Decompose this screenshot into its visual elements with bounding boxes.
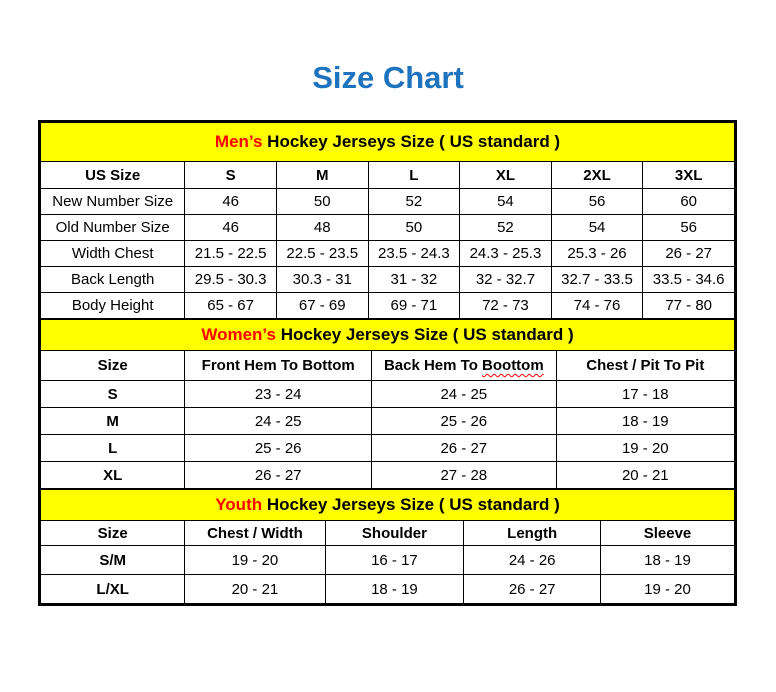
mens-banner-text: Hockey Jerseys Size ( US standard )	[262, 132, 561, 151]
value-cell: 26 - 27	[372, 435, 557, 462]
value-cell: 18 - 19	[325, 575, 464, 604]
womens-header-row	[41, 351, 735, 381]
value-cell: 56	[643, 215, 735, 241]
youth-header-row	[41, 521, 735, 546]
value-cell: 50	[368, 215, 460, 241]
mens-size-table	[40, 122, 735, 319]
row-label: Width Chest	[41, 241, 185, 267]
mens-column-header: 2XL	[551, 162, 643, 189]
womens-row	[41, 408, 735, 435]
womens-row	[41, 381, 735, 408]
value-cell: 25 - 26	[372, 408, 557, 435]
mens-row	[41, 215, 735, 241]
value-cell: 72 - 73	[460, 293, 552, 319]
value-cell: 16 - 17	[325, 546, 464, 575]
womens-column-header: Front Hem To Bottom	[185, 351, 372, 381]
value-cell: 24 - 26	[464, 546, 601, 575]
youth-column-header: Shoulder	[325, 521, 464, 546]
youth-banner-text: Hockey Jerseys Size ( US standard )	[262, 495, 560, 514]
value-cell: 30.3 - 31	[276, 267, 368, 293]
youth-column-header: Chest / Width	[185, 521, 325, 546]
mens-row	[41, 267, 735, 293]
value-cell: 33.5 - 34.6	[643, 267, 735, 293]
womens-column-header	[372, 351, 557, 381]
youth-row	[41, 546, 735, 575]
value-cell: 54	[551, 215, 643, 241]
value-cell: 25.3 - 26	[551, 241, 643, 267]
mens-banner	[41, 123, 735, 162]
value-cell: 60	[643, 189, 735, 215]
value-cell: 17 - 18	[556, 381, 734, 408]
mens-column-header: L	[368, 162, 460, 189]
value-cell: 23 - 24	[185, 381, 372, 408]
value-cell: 26 - 27	[643, 241, 735, 267]
row-label: L/XL	[41, 575, 185, 604]
value-cell: 19 - 20	[556, 435, 734, 462]
value-cell: 24 - 25	[372, 381, 557, 408]
womens-column-header: Chest / Pit To Pit	[556, 351, 734, 381]
mens-header-row	[41, 162, 735, 189]
womens-column-header: Size	[41, 351, 185, 381]
value-cell: 67 - 69	[276, 293, 368, 319]
row-label: S/M	[41, 546, 185, 575]
header-text: Back Hem To	[383, 357, 483, 374]
womens-size-table	[40, 319, 735, 489]
womens-row	[41, 435, 735, 462]
value-cell: 46	[185, 189, 277, 215]
value-cell: 29.5 - 30.3	[185, 267, 277, 293]
value-cell: 19 - 20	[601, 575, 735, 604]
value-cell: 21.5 - 22.5	[185, 241, 277, 267]
value-cell: 32 - 32.7	[460, 267, 552, 293]
youth-column-header: Size	[41, 521, 185, 546]
value-cell: 31 - 32	[368, 267, 460, 293]
row-label: L	[41, 435, 185, 462]
size-chart-container	[38, 120, 737, 606]
mens-banner-row	[41, 123, 735, 162]
value-cell: 54	[460, 189, 552, 215]
mens-column-header: S	[185, 162, 277, 189]
value-cell: 56	[551, 189, 643, 215]
value-cell: 50	[276, 189, 368, 215]
value-cell: 27 - 28	[372, 462, 557, 489]
row-label: XL	[41, 462, 185, 489]
womens-row	[41, 462, 735, 489]
value-cell: 46	[185, 215, 277, 241]
value-cell: 26 - 27	[185, 462, 372, 489]
value-cell: 77 - 80	[643, 293, 735, 319]
misspelled-word: Boottom	[482, 357, 544, 374]
mens-row	[41, 293, 735, 319]
mens-column-header: M	[276, 162, 368, 189]
row-label: Old Number Size	[41, 215, 185, 241]
page-title: Size Chart	[312, 60, 464, 95]
youth-banner-row	[41, 490, 735, 521]
value-cell: 24 - 25	[185, 408, 372, 435]
mens-row	[41, 189, 735, 215]
value-cell: 22.5 - 23.5	[276, 241, 368, 267]
mens-row	[41, 241, 735, 267]
row-label: M	[41, 408, 185, 435]
womens-banner	[41, 320, 735, 351]
womens-banner-text: Hockey Jerseys Size ( US standard )	[275, 325, 574, 344]
womens-banner-highlight: Women’s	[201, 325, 276, 344]
value-cell: 52	[368, 189, 460, 215]
mens-column-header: 3XL	[643, 162, 735, 189]
value-cell: 19 - 20	[185, 546, 325, 575]
value-cell: 52	[460, 215, 552, 241]
mens-column-header: US Size	[41, 162, 185, 189]
row-label: S	[41, 381, 185, 408]
value-cell: 65 - 67	[185, 293, 277, 319]
row-label: New Number Size	[41, 189, 185, 215]
value-cell: 18 - 19	[601, 546, 735, 575]
value-cell: 48	[276, 215, 368, 241]
row-label: Back Length	[41, 267, 185, 293]
value-cell: 23.5 - 24.3	[368, 241, 460, 267]
value-cell: 25 - 26	[185, 435, 372, 462]
value-cell: 69 - 71	[368, 293, 460, 319]
youth-banner-highlight: Youth	[215, 495, 263, 514]
value-cell: 24.3 - 25.3	[460, 241, 552, 267]
value-cell: 32.7 - 33.5	[551, 267, 643, 293]
value-cell: 26 - 27	[464, 575, 601, 604]
mens-column-header: XL	[460, 162, 552, 189]
youth-size-table	[40, 489, 735, 604]
youth-banner	[41, 490, 735, 521]
value-cell: 20 - 21	[556, 462, 734, 489]
value-cell: 18 - 19	[556, 408, 734, 435]
youth-column-header: Length	[464, 521, 601, 546]
youth-column-header: Sleeve	[601, 521, 735, 546]
value-cell: 74 - 76	[551, 293, 643, 319]
row-label: Body Height	[41, 293, 185, 319]
womens-banner-row	[41, 320, 735, 351]
value-cell: 20 - 21	[185, 575, 325, 604]
mens-banner-highlight: Men’s	[214, 132, 263, 151]
youth-row	[41, 575, 735, 604]
